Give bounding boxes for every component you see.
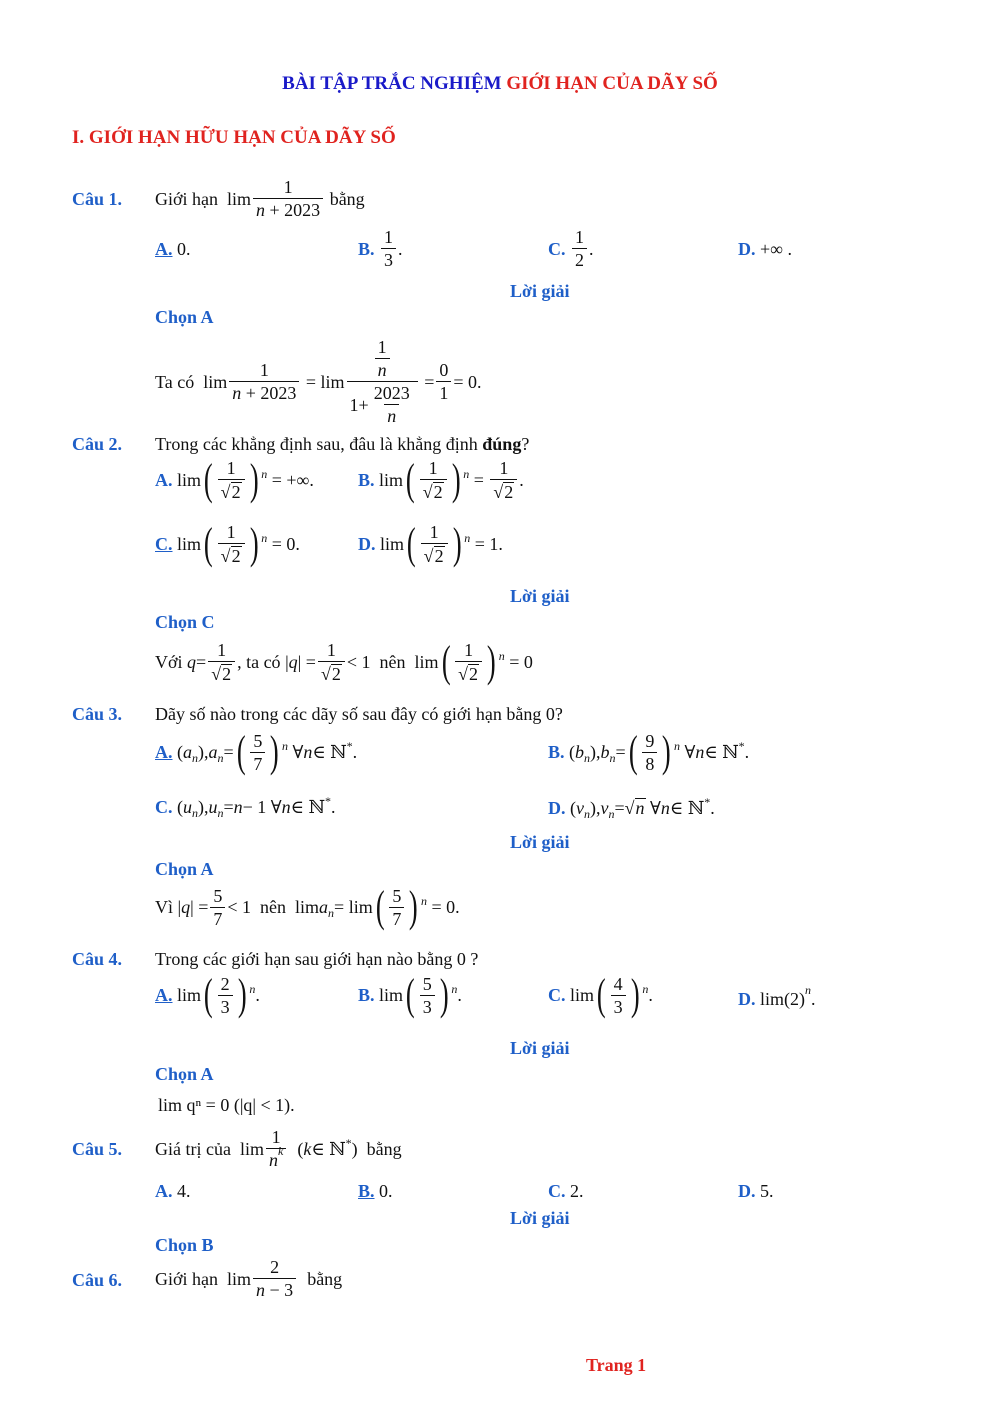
q6-label: Câu 6. — [72, 1270, 123, 1290]
q1-option-d[interactable]: D. +∞ . — [738, 239, 792, 259]
q2-option-a[interactable]: A. lim ( $\frac{1}{√2}$ ) n = +∞ . — [155, 455, 314, 504]
q1-option-c[interactable]: C. $\frac{1}{2}$ . — [548, 227, 594, 270]
q3-choice: Chọn A — [155, 859, 214, 879]
q5-option-b[interactable]: B. 0. — [358, 1181, 393, 1201]
title-part1: BÀI TẬP TRẮC NGHIỆM — [282, 73, 502, 94]
q4-solution: lim qⁿ = 0 (|q| < 1). — [158, 1095, 295, 1115]
q4-option-b[interactable]: B. lim ( $\frac{5}{3}$ ) n . — [358, 970, 462, 1019]
q2-label: Câu 2. — [72, 434, 123, 454]
q4-stem: Trong các giới hạn sau giới hạn nào bằng 0 ? — [155, 949, 479, 969]
q5-option-d[interactable]: D. 5. — [738, 1181, 774, 1201]
q3-option-c[interactable]: C. ( u n ), u n = n − 1 ∀ n ∈ ℕ * . — [155, 794, 336, 820]
q2-stem: Trong các khẳng định sau, đâu là khẳng định đúng? — [155, 434, 530, 454]
q6-stem: Giới hạn lim $\frac{2}{n - 3}$ bằng — [155, 1257, 343, 1300]
title-part2: GIỚI HẠN CỦA DÃY SỐ — [506, 73, 718, 94]
q2-solution: Với q = $\frac{1}{√2}$ , ta có | q | = $\frac{1}{√2}$ < 1 nên lim ( $\frac{1}{√2}$ ) n = 0 — [155, 637, 533, 686]
q4-option-c[interactable]: C. lim ( $\frac{4}{3}$ ) n . — [548, 970, 653, 1019]
q1-option-a[interactable]: A. 0. — [155, 239, 191, 259]
q3-option-d[interactable]: D. ( v n ), v n = √n ∀ n ∈ ℕ * . — [548, 794, 715, 821]
q1-solution: Ta có lim $\frac{1}{n + 2023}$ = lim $\frac{1}{n}$ 1+ $\frac{2023}{n}$ = $\frac{0}{1}$ = 0. — [155, 337, 482, 426]
q5-option-a[interactable]: A. 4. — [155, 1181, 191, 1201]
q3-option-a[interactable]: A. ( a n ), a n = ( $\frac{5}{7}$ ) n ∀ n ∈ ℕ * . — [155, 727, 358, 776]
q1-stem-tail: bằng — [329, 188, 365, 209]
q2-choice: Chọn C — [155, 612, 215, 632]
q2-option-b[interactable]: B. lim ( $\frac{1}{√2}$ ) n = $\frac{1}{√2}$ . — [358, 455, 524, 504]
q3-option-b[interactable]: B. ( b n ), b n = ( $\frac{9}{8}$ ) n ∀ n ∈ ℕ * . — [548, 727, 750, 776]
q1-solution-label: Lời giải — [510, 281, 570, 301]
q2-solution-label: Lời giải — [510, 586, 570, 606]
q1-choice: Chọn A — [155, 307, 214, 327]
q1-stem-text: Giới hạn — [155, 188, 219, 209]
q5-stem: Giá trị của lim $\frac{1}{n^k}$ ( k ∈ ℕ * ) bằng — [155, 1127, 402, 1170]
q4-label: Câu 4. — [72, 949, 123, 969]
q4-solution-label: Lời giải — [510, 1038, 570, 1058]
q5-choice: Chọn B — [155, 1235, 214, 1255]
q3-solution: Vì | q | = $\frac{5}{7}$ < 1 nên lim a n = lim ( $\frac{5}{7}$ ) n = 0. — [155, 882, 460, 931]
q5-solution-label: Lời giải — [510, 1208, 570, 1228]
q3-label: Câu 3. — [72, 704, 123, 724]
section-heading: I. GIỚI HẠN HỮU HẠN CỦA DÃY SỐ — [72, 127, 396, 148]
q4-option-d[interactable]: D. $\lim(2)^n$. — [738, 983, 816, 1009]
q1-stem: Giới hạn lim $\frac{1}{n + 2023}$ bằng — [155, 177, 365, 220]
q2-option-d[interactable]: D. lim ( $\frac{1}{√2}$ ) n = 1 . — [358, 519, 503, 568]
q5-option-c[interactable]: C. 2. — [548, 1181, 584, 1201]
q3-stem: Dãy số nào trong các dãy số sau đây có giới hạn bằng 0? — [155, 704, 563, 724]
q3-solution-label: Lời giải — [510, 832, 570, 852]
q4-option-a[interactable]: A. lim ( $\frac{2}{3}$ ) n . — [155, 970, 260, 1019]
document-title — [0, 74, 1000, 93]
q1-option-b[interactable]: B. $\frac{1}{3}$ . — [358, 227, 403, 270]
page-number: Trang 1 — [586, 1355, 647, 1375]
q5-label: Câu 5. — [72, 1139, 123, 1159]
q1-label: Câu 1. — [72, 189, 123, 209]
q2-option-c[interactable]: C. lim ( $\frac{1}{√2}$ ) n = 0 . — [155, 519, 300, 568]
q4-choice: Chọn A — [155, 1064, 214, 1084]
